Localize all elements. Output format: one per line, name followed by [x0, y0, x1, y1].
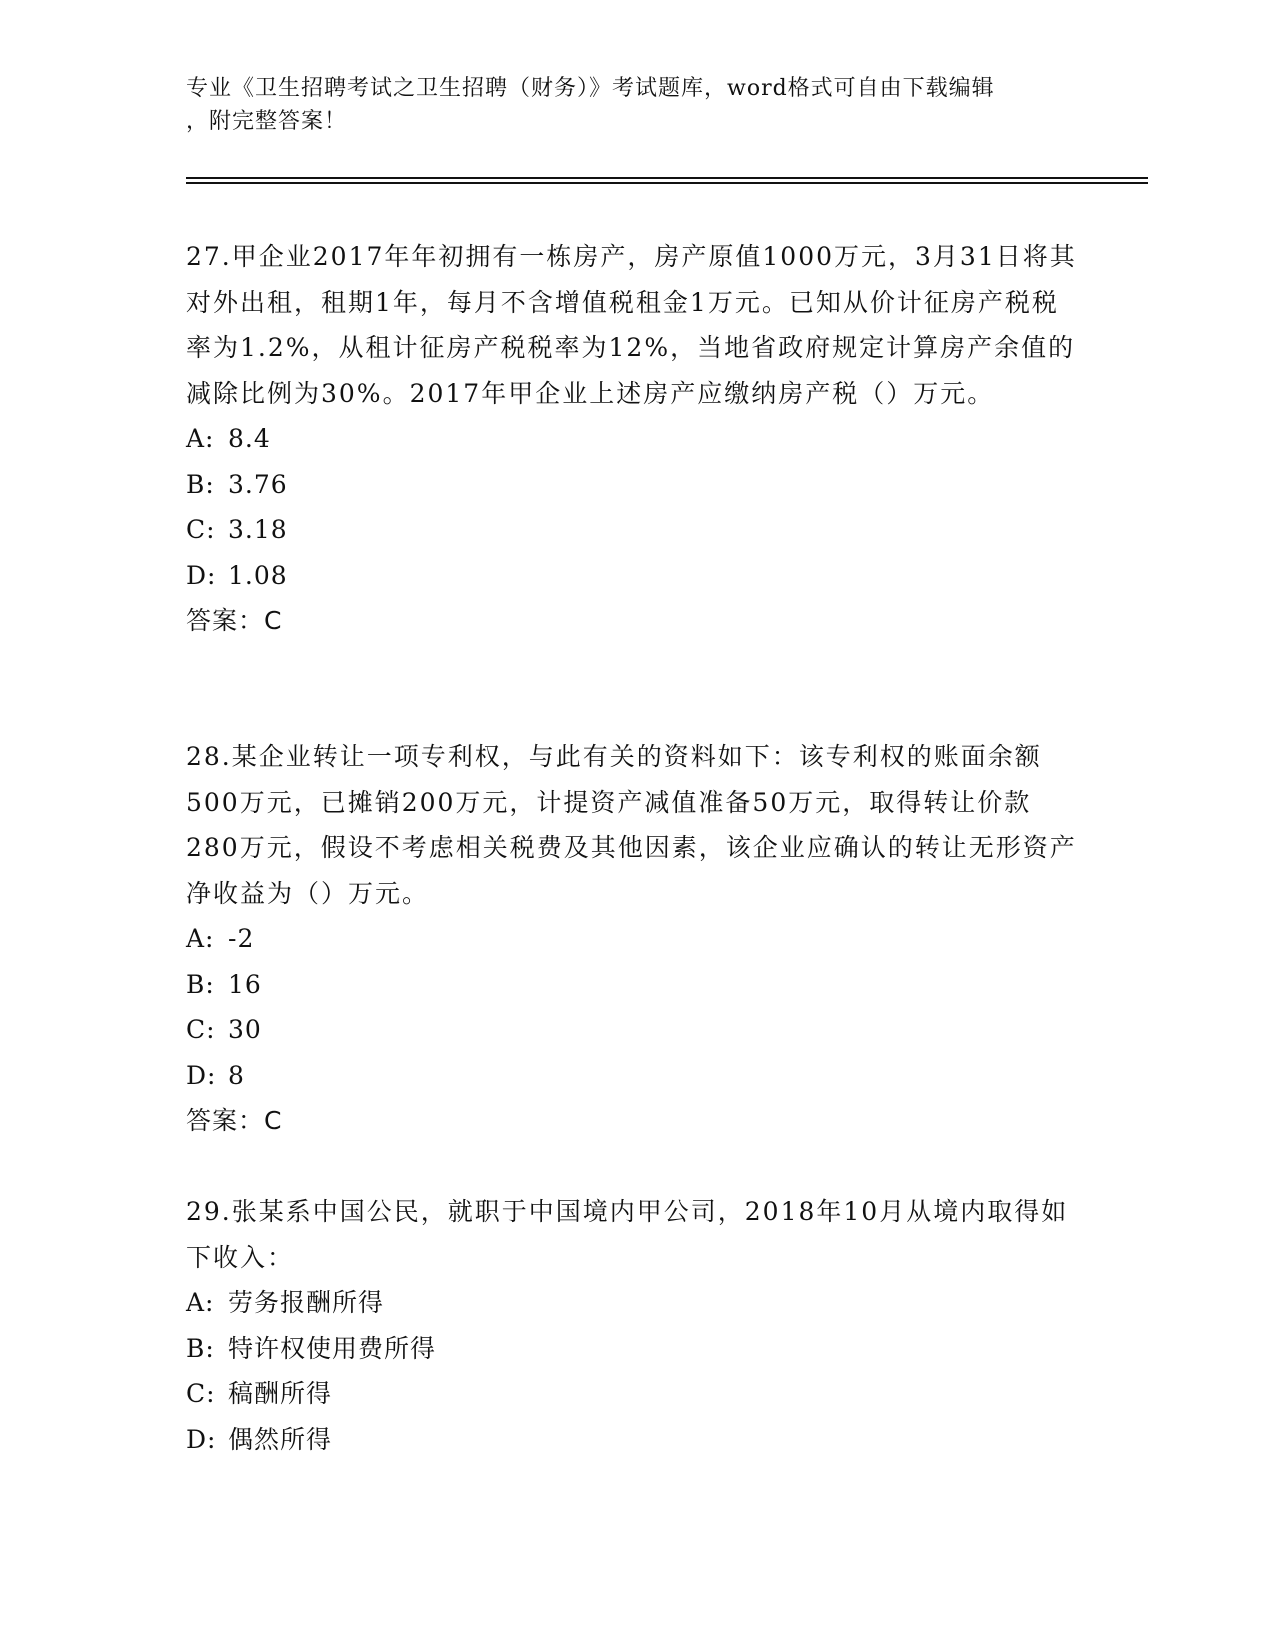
option-letter: A: — [186, 924, 215, 953]
option-a — [186, 916, 1081, 962]
answer-line: 答案：C — [186, 606, 283, 635]
option-c — [186, 1371, 1081, 1417]
option-text: 特许权使用费所得 — [228, 1333, 437, 1363]
option-letter: A: — [186, 1288, 215, 1317]
option-c — [186, 1007, 1081, 1053]
option-b — [186, 1326, 1081, 1372]
option-text: 8.4 — [228, 424, 271, 453]
option-text: 1.08 — [228, 560, 288, 590]
option-letter: D: — [186, 1424, 217, 1454]
question-29 — [186, 1189, 1081, 1462]
header-line-1: 专业《卫生招聘考试之卫生招聘（财务）》考试题库，word格式可自由下载编辑 — [186, 76, 995, 101]
option-c — [186, 507, 1081, 553]
option-text: 16 — [228, 969, 262, 999]
option-letter: C: — [186, 1015, 216, 1044]
option-d — [186, 1053, 1081, 1099]
option-letter: D: — [186, 560, 217, 590]
option-b — [186, 462, 1081, 508]
option-text: 3.18 — [228, 515, 288, 544]
header-divider-bottom — [186, 182, 1148, 184]
question-27 — [186, 234, 1081, 644]
option-d — [186, 1417, 1081, 1463]
option-letter: C: — [186, 515, 216, 544]
header-divider-top — [186, 177, 1148, 179]
option-letter: C: — [186, 1379, 216, 1408]
option-letter: A: — [186, 424, 215, 453]
question-stem: 27.甲企业2017年年初拥有一栋房产，房产原值1000万元，3月31日将其对外出租，租期1年，每月不含增值税租金1万元。已知从价计征房产税税率为1.2%，从租计征房产税税率为12%，当地省政府规定计算房产余值的减除比例为30%。2017年甲企业上述房产应缴纳房产税（）万元。 — [186, 242, 1077, 408]
answer-line: 答案：C — [186, 1106, 283, 1135]
option-text: 劳务报酬所得 — [228, 1288, 385, 1317]
option-letter: B: — [186, 1333, 215, 1363]
option-text: 3.76 — [228, 469, 288, 499]
question-stem: 28.某企业转让一项专利权，与此有关的资料如下：该专利权的账面余额500万元，已摊销200万元，计提资产减值准备50万元，取得转让价款280万元，假设不考虑相关税费及其他因素，该企业应确认的转让无形资产净收益为（）万元。 — [186, 742, 1077, 908]
option-text: 30 — [228, 1015, 262, 1044]
option-letter: B: — [186, 969, 215, 999]
document-header — [186, 72, 1066, 138]
option-d — [186, 553, 1081, 599]
question-28 — [186, 734, 1081, 1144]
option-letter: D: — [186, 1060, 217, 1090]
option-text: 偶然所得 — [228, 1424, 333, 1454]
header-line-2: ，附完整答案！ — [186, 109, 348, 134]
option-text: -2 — [228, 924, 255, 953]
option-text: 8 — [228, 1060, 245, 1090]
option-letter: B: — [186, 469, 215, 499]
question-stem: 29.张某系中国公民，就职于中国境内甲公司，2018年10月从境内取得如下收入： — [186, 1197, 1069, 1272]
option-text: 稿酬所得 — [228, 1379, 333, 1408]
option-b — [186, 962, 1081, 1008]
option-a — [186, 1280, 1081, 1326]
option-a — [186, 416, 1081, 462]
